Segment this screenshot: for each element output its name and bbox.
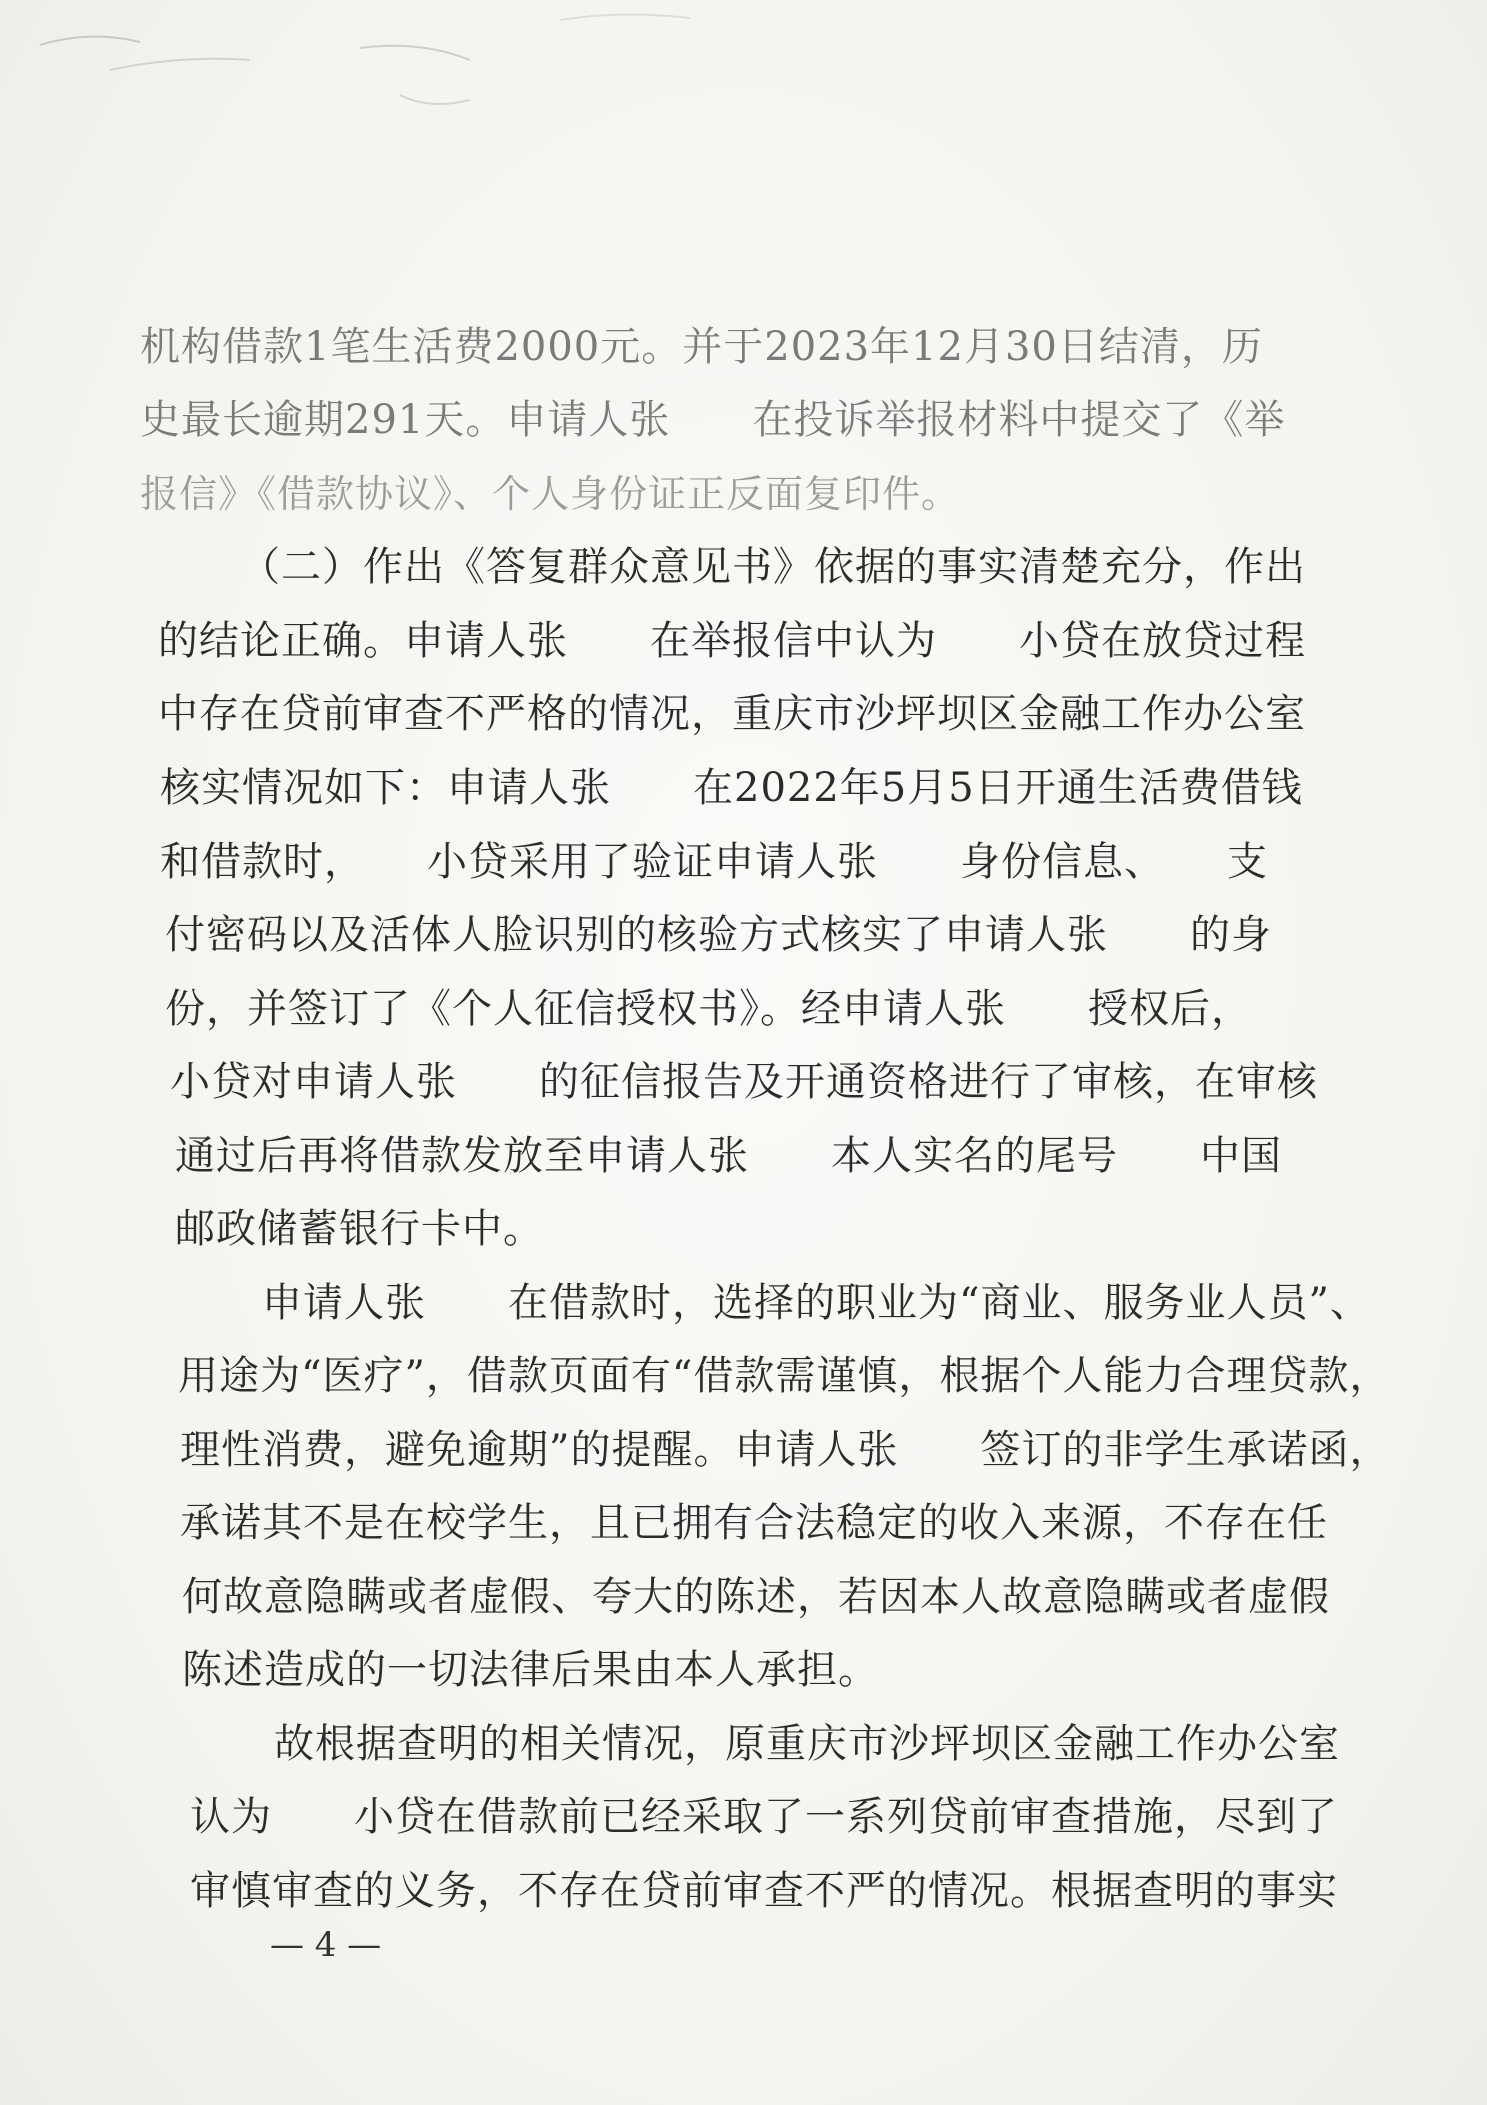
text-line-20: 故根据查明的相关情况，原重庆市沙坪坝区金融工作办公室 [274,1721,1340,1767]
text-line-18: 何故意隐瞒或者虚假、夸大的陈述，若因本人故意隐瞒或者虚假 [182,1574,1330,1620]
text-line-7: 核实情况如下：申请人张 在2022年5月5日开通生活费借钱 [160,765,1303,811]
text-line-4: （二）作出《答复群众意见书》依据的事实清楚充分，作出 [240,544,1306,590]
text-line-9: 付密码以及活体人脸识别的核验方式核实了申请人张 的身 [165,912,1272,958]
text-line-3: 报信》《借款协议》、个人身份证正反面复印件。 [140,472,961,516]
text-line-15: 用途为“医疗”，借款页面有“借款需谨慎，根据个人能力合理贷款， [178,1353,1391,1399]
text-line-19: 陈述造成的一切法律后果由本人承担。 [182,1647,879,1693]
text-line-22: 审慎审查的义务，不存在贷前审查不严的情况。根据查明的事实 [190,1868,1338,1914]
text-line-6: 中存在贷前审查不严格的情况，重庆市沙坪坝区金融工作办公室 [158,691,1306,737]
text-line-16: 理性消费，避免逾期”的提醒。申请人张 签订的非学生承诺函， [180,1427,1391,1473]
text-line-8: 和借款时， 小贷采用了验证申请人张 身份信息、 支 [160,839,1268,885]
text-line-21: 认为 小贷在借款前已经采取了一系列贷前审查措施，尽到了 [190,1794,1338,1840]
text-line-2: 史最长逾期291天。申请人张 在投诉举报材料中提交了《举 [140,397,1286,443]
text-line-14: 申请人张 在借款时，选择的职业为“商业、服务业人员”、 [262,1280,1371,1326]
text-line-13: 邮政储蓄银行卡中。 [175,1206,544,1252]
page-number: — 4 — [270,1925,382,1965]
text-line-17: 承诺其不是在校学生，且已拥有合法稳定的收入来源，不存在任 [180,1500,1328,1546]
text-line-12: 通过后再将借款发放至申请人张 本人实名的尾号 中国 [175,1133,1282,1179]
text-line-11: 小贷对申请人张 的征信报告及开通资格进行了审核，在审核 [170,1059,1318,1105]
text-line-1: 机构借款1笔生活费2000元。并于2023年12月30日结清，历 [140,324,1263,370]
text-line-5: 的结论正确。申请人张 在举报信中认为 小贷在放贷过程 [158,618,1306,664]
text-line-10: 份，并签订了《个人征信授权书》。经申请人张 授权后， [165,986,1252,1032]
scan-smudge-marks [0,0,1487,140]
